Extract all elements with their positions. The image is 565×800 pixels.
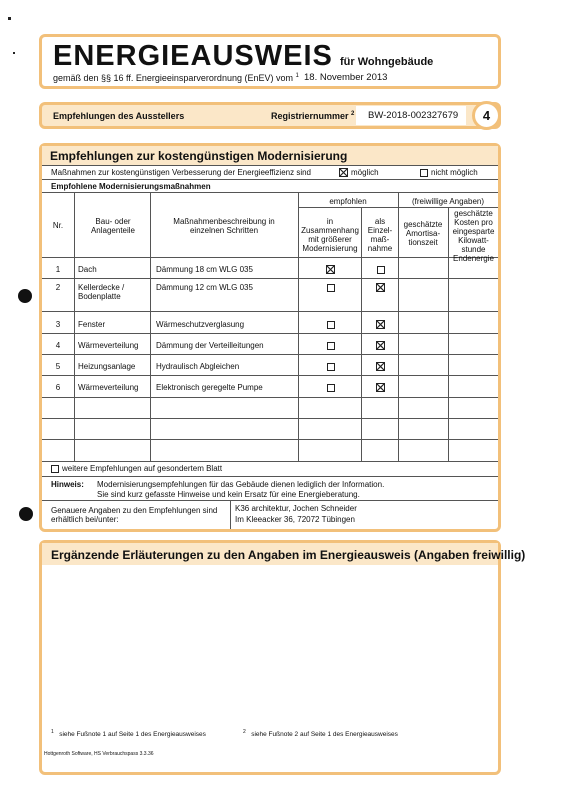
- column-rule: [361, 208, 362, 461]
- column-rule: [74, 193, 75, 461]
- registration-label: Registriernummer $^2$: [271, 111, 355, 121]
- hint-label: Hinweis:: [51, 480, 84, 489]
- rule: [42, 397, 498, 398]
- supplementary-panel: [39, 540, 501, 775]
- row-description: Elektronisch geregelte Pumpe: [156, 383, 263, 392]
- header-description: Maßnahmenbeschreibung in einzelnen Schritten: [173, 217, 275, 235]
- rule: [42, 311, 498, 312]
- checkbox-combined[interactable]: [327, 321, 335, 329]
- scan-speck: [13, 52, 15, 54]
- rule: [42, 165, 498, 166]
- row-nr: 6: [55, 383, 61, 392]
- header-single: als Einzel-maß-nahme: [367, 217, 393, 253]
- row-component: Heizungsanlage: [78, 362, 136, 371]
- row-nr: 4: [55, 341, 61, 350]
- hint-line-1: Modernisierungsempfehlungen für das Gebäude dienen lediglich der Information.: [97, 480, 385, 489]
- contact-label: Genauere Angaben zu den Empfehlungen sind erhältlich bei/unter:: [51, 506, 218, 524]
- row-nr: 3: [55, 320, 61, 329]
- row-nr: 2: [55, 283, 61, 292]
- option-possible-label: möglich: [351, 168, 379, 177]
- footnote-2: $^2$ siehe Fußnote 2 auf Seite 1 des Energieausweises: [243, 729, 398, 739]
- row-component: Fenster: [78, 320, 106, 329]
- rule: [42, 278, 498, 279]
- header-recommended: empfohlen: [329, 197, 367, 206]
- row-component: Dach: [78, 265, 97, 274]
- header-component: Bau- oder Anlagenteile: [90, 217, 136, 235]
- checkbox-not-possible[interactable]: [420, 169, 428, 177]
- rule: [42, 476, 498, 477]
- checkbox-combined[interactable]: [327, 384, 335, 392]
- rule: [42, 461, 498, 462]
- checkbox-combined[interactable]: [327, 342, 335, 350]
- software-credit: Hottgenroth Software, HS Verbrauchspass 3.3.36: [44, 751, 154, 757]
- checkbox-combined[interactable]: [327, 284, 335, 292]
- rule: [42, 333, 498, 334]
- row-nr: 5: [55, 362, 61, 371]
- header-cost: geschätzte Kosten pro eingesparte Kilowatt-stunde Endenergie: [452, 209, 495, 263]
- law-date: 18. November 2013: [304, 72, 388, 83]
- option-not-possible-label: nicht möglich: [431, 168, 478, 177]
- checkbox-single[interactable]: [376, 383, 385, 392]
- punch-hole: [19, 507, 33, 521]
- row-description: Wärmeschutzverglasung: [156, 320, 245, 329]
- supplementary-title: Ergänzende Erläuterungen zu den Angaben im Energieausweis (Angaben freiwillig): [51, 548, 526, 562]
- hint-line-2: Sie sind kurz gefasste Hinweise und kein Ersatz für eine Energieberatung.: [97, 490, 360, 499]
- recommendations-title: Empfehlungen zur kostengünstigen Modernisierung: [50, 149, 348, 163]
- punch-hole: [18, 289, 32, 303]
- more-recommendations-label: weitere Empfehlungen auf gesondertem Blatt: [62, 464, 223, 473]
- checkbox-combined[interactable]: [327, 363, 335, 371]
- contact-line-2: Im Kleeacker 36, 72072 Tübingen: [235, 515, 355, 524]
- row-component: Wärmeverteilung: [78, 341, 139, 350]
- header-optional: (freiwillige Angaben): [411, 197, 485, 206]
- column-rule: [150, 193, 151, 461]
- header-nr: Nr.: [52, 221, 64, 230]
- rule: [42, 439, 498, 440]
- document-title: ENERGIEAUSWEIS: [53, 40, 333, 72]
- law-reference: gemäß den §§ 16 ff. Energieeinsparverordnung (EnEV) vom $^1$: [53, 73, 299, 83]
- row-description: Dämmung 18 cm WLG 035: [156, 265, 253, 274]
- header-payback: geschätzte Amortisa-tionszeit: [403, 220, 443, 247]
- header-combined: in Zusammenhang mit größerer Modernisierung: [301, 217, 359, 253]
- rule: [42, 179, 498, 180]
- scan-speck: [8, 17, 11, 20]
- rule: [42, 375, 498, 376]
- registration-number: BW-2018-002327679: [356, 106, 466, 125]
- column-rule: [298, 193, 299, 461]
- contact-line-1: K36 architektur, Jochen Schneider: [235, 504, 357, 513]
- row-nr: 1: [55, 265, 61, 274]
- rule: [42, 192, 498, 193]
- column-rule: [398, 193, 399, 461]
- checkbox-single[interactable]: [376, 283, 385, 292]
- checkbox-more-recommendations[interactable]: [51, 465, 59, 473]
- measures-intro: Maßnahmen zur kostengünstigen Verbesserung der Energieeffizienz sind: [51, 168, 312, 177]
- checkbox-single[interactable]: [376, 341, 385, 350]
- page-number-badge: 4: [472, 101, 501, 130]
- row-component: Wärmeverteilung: [78, 383, 139, 392]
- row-component: Kellerdecke / Bodenplatte: [78, 283, 125, 301]
- row-description: Dämmung der Verteilleitungen: [156, 341, 264, 350]
- section-label: Empfehlungen des Ausstellers: [53, 111, 185, 121]
- row-description: Hydraulisch Abgleichen: [156, 362, 240, 371]
- rule: [42, 418, 498, 419]
- document-subtitle: für Wohngebäude: [340, 56, 434, 68]
- checkbox-possible[interactable]: [339, 168, 348, 177]
- rule: [42, 500, 498, 501]
- footnote-1: $^1$ siehe Fußnote 1 auf Seite 1 des Energieausweises: [51, 729, 206, 739]
- rule: [42, 354, 498, 355]
- row-description: Dämmung 12 cm WLG 035: [156, 283, 253, 292]
- checkbox-single[interactable]: [376, 320, 385, 329]
- measures-heading: Empfohlene Modernisierungsmaßnahmen: [51, 182, 211, 191]
- checkbox-combined[interactable]: [326, 265, 335, 274]
- column-rule: [230, 501, 231, 529]
- rule: [42, 257, 498, 258]
- checkbox-single[interactable]: [377, 266, 385, 274]
- checkbox-single[interactable]: [376, 362, 385, 371]
